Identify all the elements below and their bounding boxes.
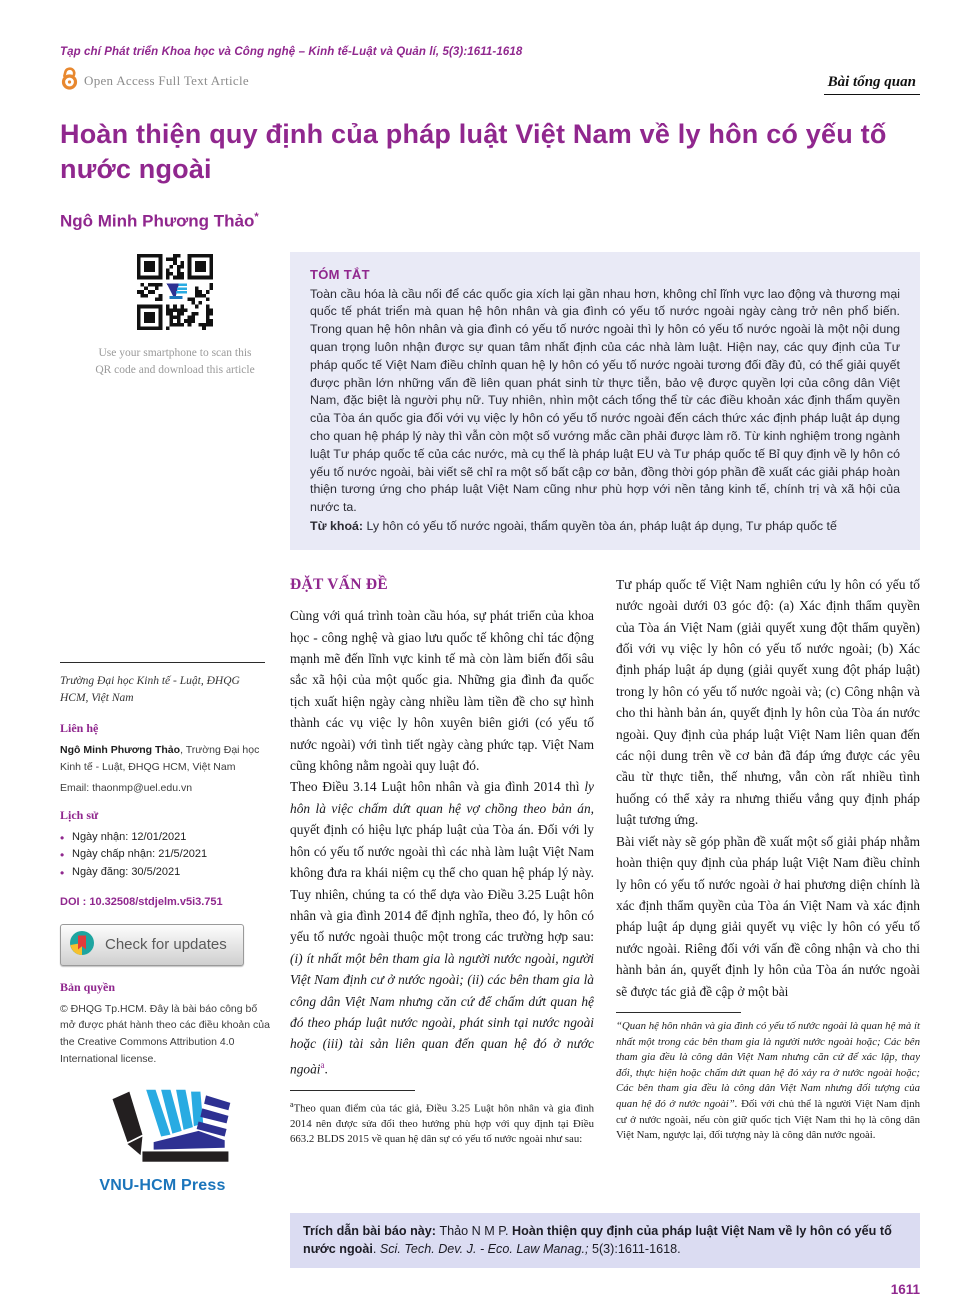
header-row	[60, 66, 920, 95]
paragraph: Bài viết này sẽ góp phần đề xuất một số giải pháp nhằm hoàn thiện quy định của pháp luật Việt Nam điều chỉnh ly hôn có yếu tố nước ngoài ở hai phương diện chính là xác định thẩm quyền của Tòa án Việt Nam và xác định pháp luật áp dụng giải quyết vụ việc ly hôn có yếu tố nước ngoài. Riêng đối với vấn đề công nhận và cho thi hành bản án, quyết định ly hôn của Tòa án nước ngoài sẽ được tác giả đề cập ở một bài	[616, 833, 920, 999]
open-access-icon	[60, 66, 79, 95]
history-list	[60, 829, 268, 882]
page-number: 1611	[890, 1281, 920, 1297]
affiliation: Trường Đại học Kinh tế - Luật, ĐHQG HCM, Việt Nam	[60, 674, 240, 705]
author-name: Ngô Minh Phương Thảo*	[60, 211, 259, 231]
history-item-received: • Ngày nhận: 12/01/2021	[60, 829, 268, 847]
article-type-badge: Bài tổng quan	[824, 74, 920, 95]
section-heading: ĐẶT VẤN ĐỀ	[290, 575, 389, 593]
footnote-divider	[290, 1090, 415, 1091]
doi-line[interactable]: DOI : 10.32508/stdjelm.v5i3.751	[60, 895, 223, 908]
abstract-heading: TÓM TẮT	[310, 266, 370, 282]
footnote-1: $^a$Theo quan điểm của tác giả, Điều 3.25 Luật hôn nhân và gia đình 2014 nên được sửa đổi theo hướng phù hợp với quy định tại Điều 663.2 BLDS 2015 về quan hệ dân sự có yếu tố nước ngoài như sau:	[290, 1099, 594, 1146]
vnu-hcm-press-icon	[88, 1086, 238, 1172]
press-logo-name: VNU-HCM Press	[99, 1176, 226, 1194]
qr-caption: Use your smartphone to scan this QR code and download this article	[95, 346, 255, 377]
qr-column	[60, 252, 290, 550]
history-item-accepted: • Ngày chấp nhận: 21/5/2021	[60, 846, 268, 864]
contact-text: Ngô Minh Phương Thảo, Trường Đại học Kinh tế - Luật, ĐHQG HCM, Việt Nam	[60, 744, 260, 773]
footnote-2: “Quan hệ hôn nhân và gia đình có yếu tố nước ngoài là quan hệ mà ít nhất một trong các bên tham gia là người nước ngoài hoặc; Các bên tham gia đều là công dân Việt Nam nhưng căn cứ để xác lập, thay đổi, thực hiện hoặc chấm dứt quan hệ đó xảy ra ở nước ngoài hoặc; Các bên tham gia đều là công dân Việt Nam nhưng đối tượng của quan hệ đó ở nước ngoài”. Đối với chủ thể là người Việt Nam định cư ở nước ngoài, nếu còn giữ quốc tịch Việt Nam thì họ là công dân Việt Nam, ngược lại, đối tượng này là công dân nước ngoài.	[616, 1019, 920, 1142]
text-column-1	[290, 574, 594, 1148]
two-column-text	[290, 574, 920, 1148]
left-sidebar	[60, 574, 290, 1195]
email-line[interactable]: Email: thaonmp@uel.edu.vn	[60, 781, 193, 794]
top-row	[60, 252, 920, 550]
qr-center-logo	[164, 281, 187, 303]
history-heading: Lịch sử	[60, 807, 99, 822]
keywords-label: Từ khoá:	[310, 519, 364, 534]
main-row	[60, 574, 920, 1195]
check-for-updates-label: Check for updates	[105, 936, 227, 954]
paragraph: Cùng với quá trình toàn cầu hóa, sự phát triển của khoa học - công nghệ và giao lưu quốc tế không chỉ tác động mạnh mẽ đến lĩnh vực kinh tế mà còn làm biến đổi sâu sắc xã hội của một quốc gia. Những gia đình đa quốc tịch xuất hiện ngày càng nhiều làm tiền đề cho sự hình thành các vụ việc ly hôn xuyên biên giới (có yếu tố nước ngoài) với tình tiết ngày càng phức tạp. Việt Nam cũng không nằm ngoài quy luật đó.	[290, 608, 594, 774]
paragraph: Tư pháp quốc tế Việt Nam nghiên cứu ly hôn có yếu tố nước ngoài dưới 03 góc độ: (a) Xác định thẩm quyền của Tòa án Việt Nam (giải quyết xung đột thẩm quyền) đối với vụ việc ly hôn có yếu tố nước ngoài; (b) Xác định pháp luật áp dụng (giải quyết xung đột pháp luật) trong ly hôn có yếu tố nước ngoài và; (c) Công nhận và cho thi hành bản án, quyết định ly hôn của Tòa án nước ngoài. Quy định của pháp luật Việt Nam liên quan đến các nội dung trên về cơ bản đã đáp ứng được các yêu cầu từ thực tiễn, thế nhưng, vẫn còn rất nhiều tình huống có thể xảy ra nhưng thiếu vắng quy định pháp luật tương ứng.	[616, 576, 920, 828]
footnote-marker: a	[320, 1059, 325, 1070]
qr-code	[137, 254, 213, 335]
article-body	[290, 574, 920, 1195]
history-item-published: • Ngày đăng: 30/5/2021	[60, 864, 268, 882]
copyright-heading: Bản quyền	[60, 979, 116, 994]
page-title: Hoàn thiện quy định của pháp luật Việt Nam về ly hôn có yếu tố nước ngoài	[60, 119, 887, 184]
abstract-body: Toàn cầu hóa là cầu nối để các quốc gia xích lại gần nhau hơn, không chỉ lĩnh vực lao động và thương mại quốc tế phát triển mà quan hệ hôn nhân và gia đình có yếu tố nước ngoài ngày càng trở nên phổ biến. Trong quan hệ hôn nhân và gia đình có yếu tố nước ngoài thì ly hôn có yếu tố nước ngoài là một nội dung quan trọng luôn nhận được sự quan tâm nhất định của các nhà làm luật. Hiện nay, các quy định của Tư pháp quốc tế Việt Nam điều chỉnh quan hệ ly hôn có yếu tố nước ngoài tương đối đầy đủ, có thể giải quyết được phần lớn những vấn đề liên quan phát sinh từ thực tiễn, bảo vệ được quyền lợi của công dân Việt Nam, đặc biệt là người phụ nữ. Tuy nhiên, nhìn một cách tổng thể từ các điều khoản xác định thẩm quyền của Tòa án quốc gia đối với vụ việc ly hôn có yếu tố nước ngoài đến cách thức xác định pháp luật áp dụng cho quan hệ pháp lý này thì vẫn còn một số vướng mắc cần phải được làm rõ. Từ kinh nghiệm trong ngành luật Tư pháp quốc tế của các nước, mà cụ thể là pháp luật EU và Tư pháp quốc tế Bỉ quy định về ly hôn có yếu tố nước ngoài, bài viết sẽ chỉ ra một số bất cập cơ bản, đồng thời góp phần đề xuất các giải pháp hoàn thiện tương ứng cho pháp luật Việt Nam cũng như phù hợp với nền tảng kinh tế, chính trị và xã hội của nước ta.	[310, 286, 900, 515]
paragraph: Theo Điều 3.14 Luật hôn nhân và gia đình 2014 thì ly hôn là việc chấm dứt quan hệ vợ chồng theo bản án, quyết định có hiệu lực pháp luật của Tòa án. Đối với ly hôn có yếu tố nước ngoài thì các nhà làm luật Việt Nam không đưa ra khái niệm cụ thể cho quan hệ pháp lý này. Tuy nhiên, chúng ta có thể dựa vào Điều 3.25 Luật hôn nhân và gia đình 2014 để định nghĩa, theo đó, ly hôn có yếu tố nước ngoài thuộc một trong các trường hợp sau: (i) ít nhất một bên tham gia là người nước ngoài, người Việt Nam định cư ở nước ngoài; (ii) các bên tham gia là công dân Việt Nam nhưng căn cứ để chấm dứt quan hệ đó theo pháp luật nước ngoài, phát sinh tại nước ngoài hoặc (iii) tài sản liên quan đến quan hệ đó ở nước ngoài$^a$.	[290, 779, 594, 1077]
author-asterisk: *	[254, 211, 259, 223]
journal-header-line: Tạp chí Phát triển Khoa học và Công nghệ – Kinh tế-Luật và Quản lí, 5(3):1611-1618	[60, 46, 523, 58]
crossmark-icon	[69, 930, 95, 960]
citation-row	[290, 1213, 920, 1297]
citation-box: Trích dẫn bài báo này: Thảo N M P. Hoàn thiện quy định của pháp luật Việt Nam về ly hôn có yếu tố nước ngoài. Sci. Tech. Dev. J. - Eco. Law Manag.; 5(3):1611-1618.	[290, 1213, 920, 1268]
citation-label: Trích dẫn bài báo này:	[303, 1223, 440, 1238]
abstract-box	[290, 252, 920, 550]
text-column-2	[616, 574, 920, 1148]
open-access-label: Open Access Full Text Article	[84, 72, 249, 88]
footnote-divider	[616, 1012, 741, 1013]
press-logo	[60, 1086, 265, 1195]
check-for-updates-button[interactable]	[60, 924, 244, 966]
sidebar-divider	[60, 662, 265, 663]
open-access-block	[60, 66, 249, 95]
contact-heading: Liên hệ	[60, 721, 99, 736]
abstract-keywords: Từ khoá: Ly hôn có yếu tố nước ngoài, thẩm quyền tòa án, pháp luật áp dụng, Tư pháp quốc tế	[310, 519, 837, 534]
copyright-text: © ĐHQG Tp.HCM. Đây là bài báo công bố mở được phát hành theo các điều khoản của the Creative Commons Attribution 4.0 International license.	[60, 1002, 270, 1066]
